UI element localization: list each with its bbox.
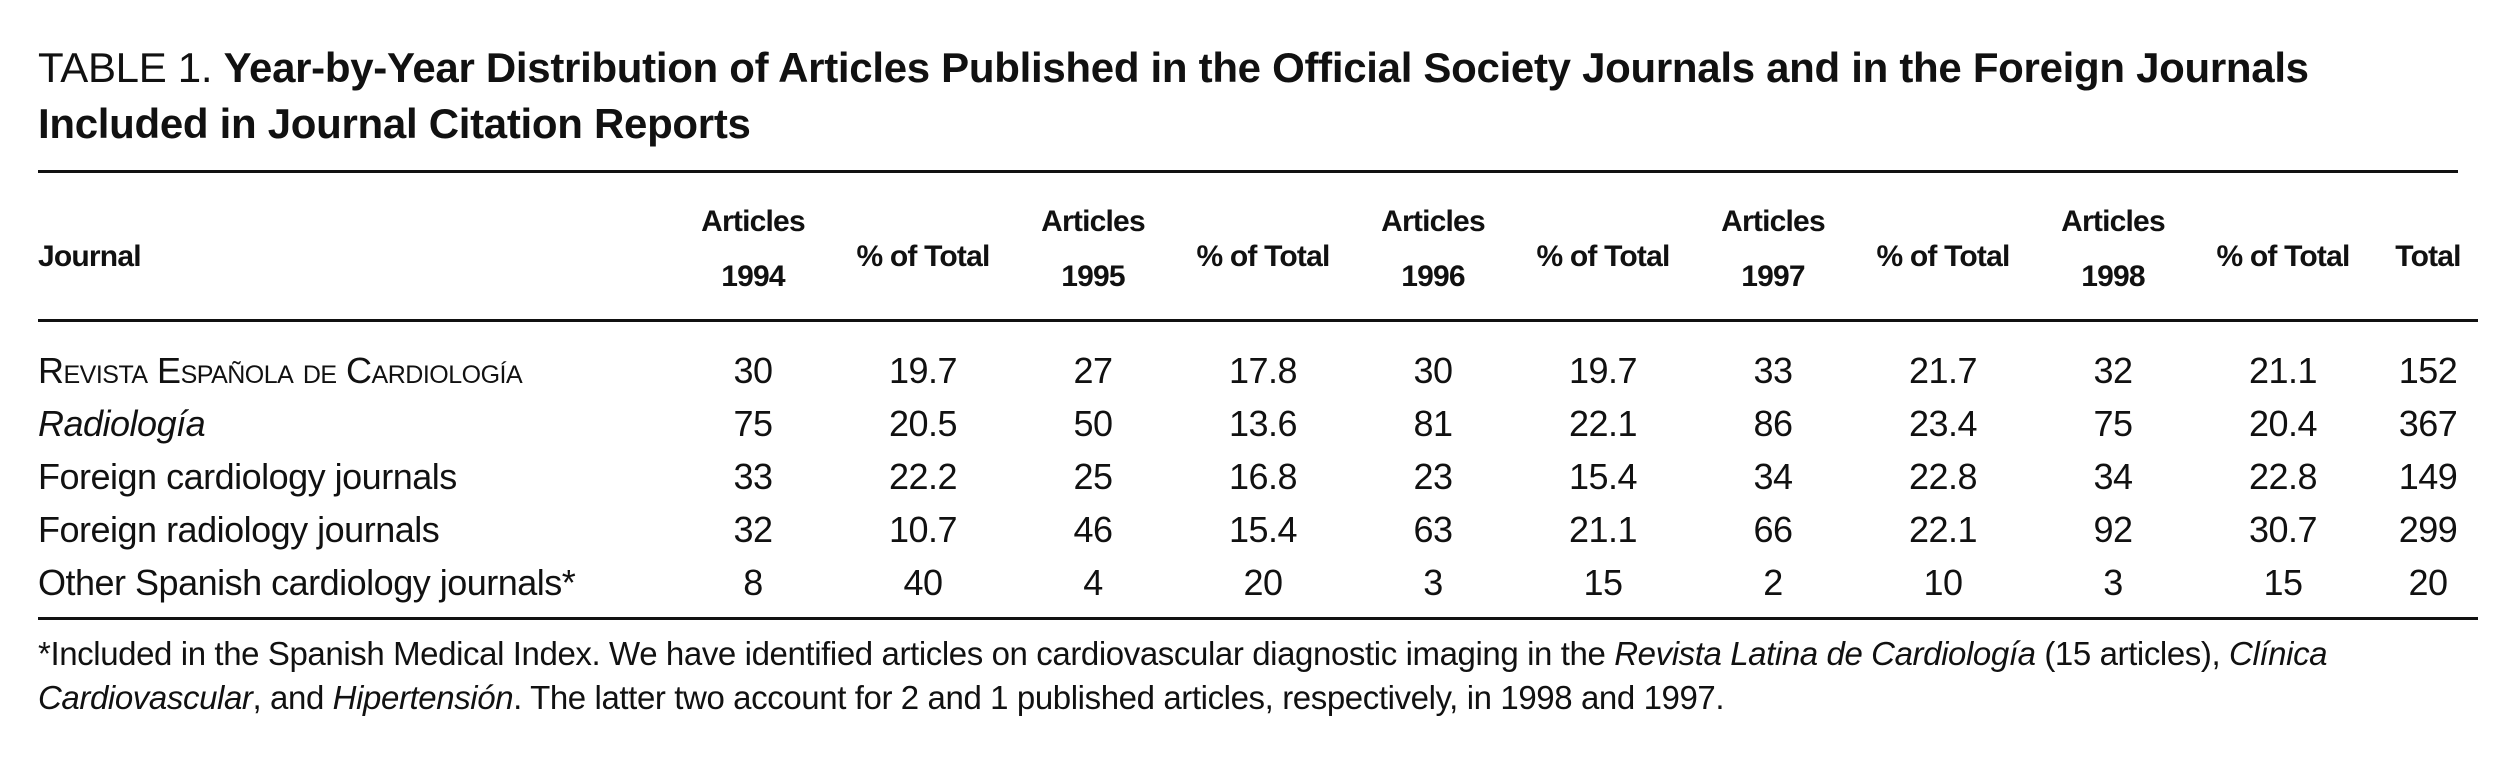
table-row (38, 556, 2478, 619)
journal-name: Foreign cardiology journals (38, 456, 457, 497)
cell: 2 (1763, 562, 1783, 603)
cell: 22.8 (2248, 456, 2318, 497)
cell: 13.6 (1228, 403, 1298, 444)
footnote-journal-name: Revista Latina de Cardiología (1614, 635, 2036, 672)
cell: 34 (1753, 456, 1793, 497)
cell-total: 20 (2408, 562, 2448, 603)
distribution-table (38, 173, 2478, 620)
header-articles-1998: Articles (2061, 205, 2165, 238)
cell: 20.4 (2248, 403, 2318, 444)
cell: 66 (1753, 509, 1793, 550)
cell: 4 (1083, 562, 1103, 603)
cell: 86 (1753, 403, 1793, 444)
cell: 30.7 (2248, 509, 2318, 550)
header-articles-1995: Articles (1041, 205, 1145, 238)
cell: 23 (1413, 456, 1453, 497)
cell: 23.4 (1908, 403, 1978, 444)
header-year-1996: 1996 (1401, 260, 1465, 293)
footnote-text: (15 articles), (2035, 635, 2230, 672)
header-articles-1996: Articles (1381, 205, 1485, 238)
cell: 21.1 (1568, 509, 1638, 550)
cell: 32 (733, 509, 773, 550)
cell: 63 (1413, 509, 1453, 550)
footnote-text: *Included in the Spanish Medical Index. We have identified articles on cardiovascular diagnostic imaging in the (38, 635, 1615, 672)
table-row (38, 321, 2478, 398)
table-label: TABLE 1. (38, 44, 213, 91)
cell: 33 (733, 456, 773, 497)
cell: 30 (733, 350, 773, 391)
cell: 10 (1923, 562, 1963, 603)
cell: 22.1 (1908, 509, 1978, 550)
cell-total: 299 (2398, 509, 2458, 550)
cell: 19.7 (888, 350, 958, 391)
journal-name: Revista Española de Cardiología (38, 350, 523, 391)
cell: 34 (2093, 456, 2133, 497)
table-row (38, 450, 2478, 503)
cell: 15.4 (1568, 456, 1638, 497)
cell: 20.5 (888, 403, 958, 444)
cell-total: 367 (2398, 403, 2458, 444)
header-row (38, 173, 2478, 249)
table-footnote (38, 632, 2458, 720)
cell: 3 (2103, 562, 2123, 603)
header-year-1995: 1995 (1061, 260, 1125, 293)
cell: 22.1 (1568, 403, 1638, 444)
header-articles-1997: Articles (1721, 205, 1825, 238)
footnote-text: , and (252, 679, 333, 716)
header-total: Total (2395, 240, 2461, 273)
header-journal: Journal (38, 240, 141, 273)
cell: 25 (1073, 456, 1113, 497)
cell: 15 (2263, 562, 2303, 603)
cell: 46 (1073, 509, 1113, 550)
cell: 8 (743, 562, 763, 603)
header-year-1994: 1994 (721, 260, 785, 293)
header-pct-1997: % of Total (1876, 240, 2010, 273)
cell: 33 (1753, 350, 1793, 391)
cell: 40 (903, 562, 943, 603)
table-header (38, 173, 2478, 321)
header-pct-1998: % of Total (2216, 240, 2350, 273)
journal-name: Radiología (38, 403, 206, 444)
header-year-1997: 1997 (1741, 260, 1805, 293)
cell: 32 (2093, 350, 2133, 391)
cell: 21.7 (1908, 350, 1978, 391)
cell-total: 152 (2398, 350, 2458, 391)
cell: 27 (1073, 350, 1113, 391)
cell: 16.8 (1228, 456, 1298, 497)
cell: 22.2 (888, 456, 958, 497)
cell: 17.8 (1228, 350, 1298, 391)
cell: 75 (733, 403, 773, 444)
table-caption (38, 40, 2458, 152)
cell: 20 (1243, 562, 1283, 603)
table-title: Year-by-Year Distribution of Articles Published in the Official Society Journals and in the Foreign Journals Included in Journal Citation Reports (38, 44, 2309, 147)
header-pct-1995: % of Total (1196, 240, 1330, 273)
header-articles-1994: Articles (701, 205, 805, 238)
cell: 81 (1413, 403, 1453, 444)
cell: 22.8 (1908, 456, 1978, 497)
journal-name: Other Spanish cardiology journals* (38, 562, 576, 603)
footnote-journal-name: Clínica Cardiovascular (38, 635, 2328, 716)
document-page (38, 40, 2461, 720)
header-pct-1994: % of Total (856, 240, 990, 273)
cell: 15.4 (1228, 509, 1298, 550)
header-pct-1996: % of Total (1536, 240, 1670, 273)
footnote-text: . The latter two account for 2 and 1 published articles, respectively, in 1998 and 1997. (513, 679, 1725, 716)
cell: 10.7 (888, 509, 958, 550)
journal-name: Foreign radiology journals (38, 509, 440, 550)
cell: 30 (1413, 350, 1453, 391)
cell: 21.1 (2248, 350, 2318, 391)
table-row (38, 397, 2478, 450)
cell: 19.7 (1568, 350, 1638, 391)
cell: 75 (2093, 403, 2133, 444)
table-row (38, 503, 2478, 556)
cell: 3 (1423, 562, 1443, 603)
cell: 15 (1583, 562, 1623, 603)
cell-total: 149 (2398, 456, 2458, 497)
cell: 50 (1073, 403, 1113, 444)
table-body (38, 321, 2478, 619)
header-year-1998: 1998 (2081, 260, 2145, 293)
footnote-journal-name: Hipertensión (332, 679, 514, 716)
cell: 92 (2093, 509, 2133, 550)
